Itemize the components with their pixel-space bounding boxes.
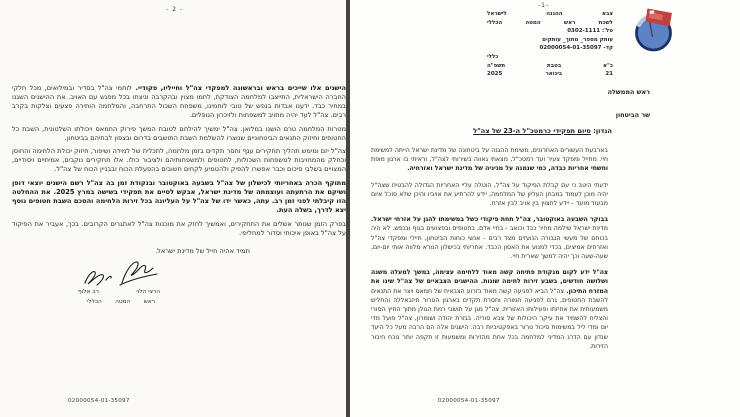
paragraph-segment: מטרות המלחמה טרם הושגו במלואן. צה"ל ימשיך להילחם לטובת המשך פירוק החמאס ויכולתו השלטונית, השבת כל החטופים וחיזוק התנאים הביטחוניים שנוצרו להשלמת השבת התושבים בדרום ובצפון לבתיהם בביטחון. (12, 124, 346, 142)
subject-line (473, 127, 612, 135)
body-paragraph (12, 179, 346, 215)
subject-label: הנדון: (590, 127, 612, 135)
signer-title: ראש המטה הכללי (87, 299, 155, 305)
paragraph-segment: בבוקר השבעה באוקטובר, צה"ל תחת פיקודי כשל במשימתו להגן על אזרחי ישראל. (371, 216, 608, 224)
paragraph-segment: הישגים אלו שייכים בראש ובראשונה למפקדי צה"ל וחייליו, פקודיי. (131, 84, 346, 92)
org-header-line: צבא ההגנה לישראל (487, 11, 613, 17)
letter-page-1 (350, 0, 740, 417)
signature-area (12, 243, 346, 305)
signature-block (78, 257, 160, 305)
signer-rank: רב אלוף (78, 289, 99, 295)
paragraph-segment: צה"ל הביא לפגיעה קשה מאוד בזרוע הצבאית של חמאס ויצר את התנאים להשבת החטופים, גרם לפגיעה חמורה וחסרת תקדים בארגון הטרור חיזבאללה והחליש משמעותית את אחיזתו ופעילותו האזורית. צה"ל מגן על תושבי רמת הגולן מתוך החיץ הסורי והצליח להשמיד את עיקר היכולות של צבא סוריה. בגזרת יהודה ושומרון, צה"ל פועל מדי יום ומדי ליל במשימות סיכול טרור באפקטיביות רבה. הישגים אלה הם הרבה מעל כל היעד שנדון עם הדרג המדיני למלחמה בכל אחת מהזירות ומשמעות זו תקפה יותר נוכח חיבור הזירות. (371, 287, 608, 350)
page-number: - 2 - (166, 6, 183, 13)
paragraph-segment: לוחמי צה"ל בסדיר ובמילואים, מכל חלקי החברה הישראלית, התייצבו למלחמה הצודקת, לחמו מצוין ובהקרבה וניצחו בכל מפגש עם האויב. את ההישגים השגנו במחיר כבד. ידענו אבדות בנפש של טובי לוחמינו, משפחת השכול התרחבה, והמלחמה הותירה פצעים וצלקות בקרב רבים. צה"ל לעד יהיה מחויב למשפחות ולזיכרון הנופלים. (12, 84, 346, 119)
body-paragraph (371, 215, 608, 261)
org-header-line: לשכת ראש המטה הכללי (487, 19, 613, 26)
body-paragraph (371, 268, 608, 351)
addressee: ראש הממשלה (607, 88, 650, 96)
paragraph-segment: בפרק הזמן שנותר אשלים את התחקירים, ואמשיך לחזק את מוכנות צה"ל לאתגרים הקרובים. בכך, אעביר את הפיקוד על צה"ל באופן איכותי וסדור למחליפי. (12, 219, 346, 237)
org-header-block (487, 10, 613, 79)
handwritten-signature (78, 257, 160, 289)
reference-number-footer: 02000054-01-35097 (68, 398, 130, 404)
body-paragraph (12, 84, 346, 120)
body-paragraph (12, 147, 346, 174)
signer-name: הרצי הלוי (136, 289, 160, 295)
org-header-line: כללי (487, 53, 499, 60)
flag-chip (650, 11, 655, 14)
paragraph-segment: צה"ל יזם ומימש תהליך תחקירים ענף וחסר תקדים בזמן מלחמה, לתכלית של למידה ושיפור, חיזוק יכולת הלחימה והחוסן וכחלק מהמחויבות למשפחות השכולות, לחטופים ולמשפחותיהם ולציבור כולו. אלו תחקירים נוקבים, אמיתיים ויסודיים, המצויים בשלבי סיכום וכבר אפשרו להפיק ולהטמיע לקחים חשובים בהפעלת הכוח ובבניין הכוח של צה"ל. (12, 147, 346, 174)
paragraph-segment: צה"ל ידע לקום מנקודת פתיחה קשה מאוד ללחימה עצימה, במשך למעלה משנה ושלושה חודשים, בשבע זירות לחימה שונות. ההישגים הצבאיים של צה"ל שינו את המזרח התיכון. (371, 269, 608, 295)
paragraph-segment: וחשתי אחריות כבדה, כמי שנמנה על מגיניה של מדינת ישראל ואזרחיה. (407, 165, 608, 173)
body-paragraph (371, 181, 608, 209)
org-header-line: כ"א בטבת תשפ"ה (487, 62, 613, 69)
org-header-line: עותק מספר_ מתוך_ עותקים (542, 36, 613, 43)
org-header-line: טל': 0302-1111 (567, 28, 613, 35)
addressee-list (608, 88, 650, 134)
paragraph-segment: מדינת ישראל שילמה מחיר כבד וכואב - בחיי אדם, בחטופים ובפצועים בגוף ובנפש. לא היה בכוחם של מעשי הגבורה הנועזים מצד רבים - אנשי כוחות הביטחון, חיילי ומפקדי צה"ל ואזרחים אמיצים, בכדי למנוע את האסון הכבד. אחריותי בכישלון הנורא מלווה אותי יום-יום, שעה-שעה וכך יהיה למשך שארית חיי. (371, 225, 608, 261)
org-header-line: קד- 02000054-01-35097 (539, 45, 613, 52)
subject-text: סיום תפקידי כרמטכ"ל ה-23 של צה"ל (473, 127, 591, 135)
paragraph-segment: בארבעת העשורים האחרונים, משימת ההגנה על ביטחונה של מדינת ישראל הייתה למשימת חיי. מחייל ומפקד צעיר ועד רמטכ"ל, מצאתי גאווה בשירותי לצה"ל, וראיתי בו ארגון מופת (371, 147, 608, 164)
page-number: -1- (538, 2, 550, 9)
letter-body-page-1 (371, 146, 608, 358)
signature-strokes (85, 262, 157, 285)
letter-body-page-2 (12, 84, 346, 243)
body-paragraph (12, 125, 346, 143)
paragraph-segment: ידעתי היטב כי עם קבלת הפיקוד על צה"ל, הוטלה עליי האחריות הגדולה להבטיח שצה"ל יהיה מוכן לעמוד במבחן העליון של המלחמה, יידע להרתיע את אויביו והיכן שלא סוכל איום מבעוד מועד – יידע לחצוץ בין אויב לבין אזרח. (371, 181, 608, 208)
idf-chief-of-staff-emblem (631, 4, 678, 53)
signer-line (78, 289, 160, 295)
org-header-line: 21 בינואר 2025 (487, 71, 613, 78)
addressee: שר הביטחון (615, 111, 650, 119)
paragraph-segment: מתוקף הכרה באחריותי לכישלון של צה"ל בשבעה באוקטובר ובנקודת זמן בה צה"ל רשם הישגים יוצאי דופן ושיקם את הרתעתה ועוצמתה של מדינת ישראל, אבקש לסיים את תפקידי בשישה במרץ 2025. את ההחלטה הזו קיבלתי לפני זמן רב. עתה, כאשר ידו של צה"ל על העליונה בכל זירות הלחימה והסכם השבת חטופים נוסף יצא לדרך, בשלה העת. (12, 179, 346, 214)
letter-page-2 (0, 0, 347, 417)
closing-line: תמיד אהיה חייל של מדינת ישראל. (155, 247, 250, 255)
body-paragraph (12, 220, 346, 238)
reference-number-footer: 02000054-01-35097 (438, 398, 500, 404)
body-paragraph (371, 146, 608, 174)
